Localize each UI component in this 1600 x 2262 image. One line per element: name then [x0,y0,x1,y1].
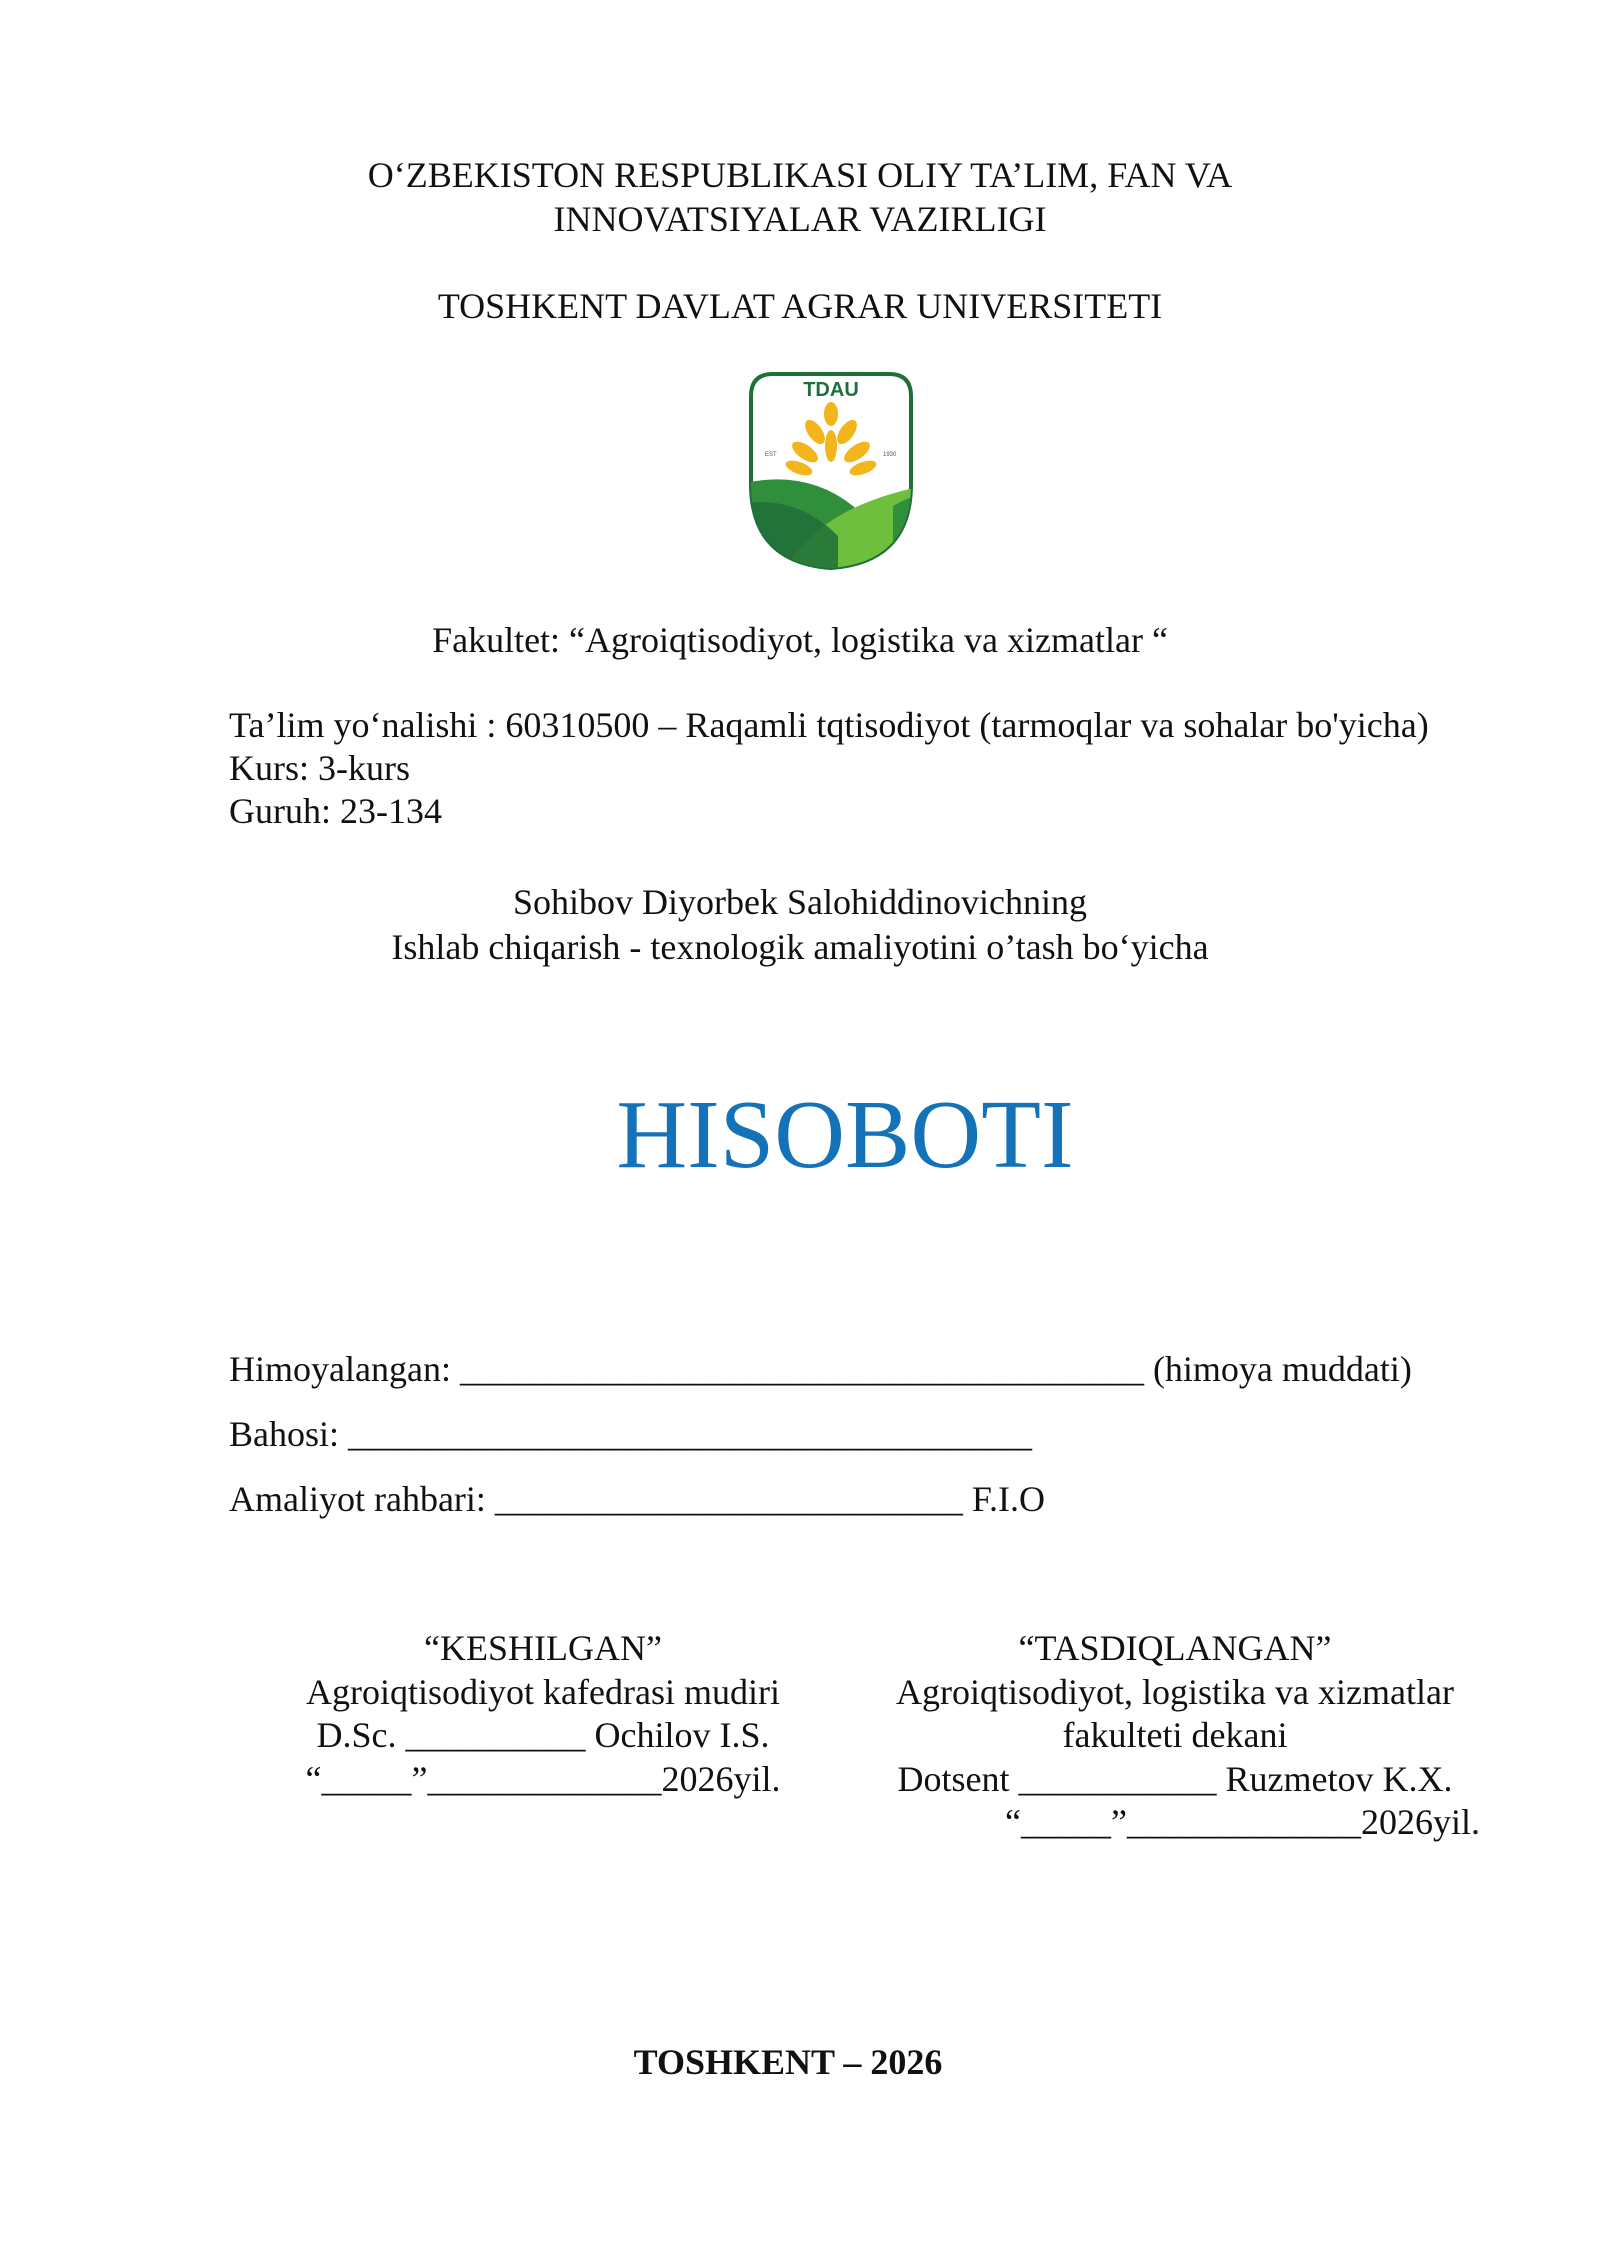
approval-left-heading: “KESHILGAN” [424,1628,662,1668]
faculty-line: Fakultet: “Agroiqtisodiyot, logistika va xizmatlar “ [432,620,1168,660]
study-direction: Ta’lim yo‘nalishi : 60310500 – Raqamli tqtisodiyot (tarmoqlar va sohalar bo'yicha) [229,705,1429,745]
place-and-year: TOSHKENT – 2026 [633,2042,943,2082]
logo-text: TDAU [803,379,859,401]
university-logo [743,366,919,574]
student-name: Sohibov Diyorbek Salohiddinovichning [513,882,1087,922]
logo-est-left: EST [765,452,777,458]
defended-field: Himoyalangan: ______________________________________ (himoya muddati) [229,1349,1412,1389]
ministry-line-1: O‘ZBEKISTON RESPUBLIKASI OLIY TA’LIM, FAN VA [367,155,1233,195]
supervisor-field: Amaliyot rahbari: __________________________ F.I.O [229,1479,1046,1519]
approval-left-line-1: Agroiqtisodiyot kafedrasi mudiri [306,1671,780,1712]
logo-est-right: 1930 [883,452,897,458]
ministry-line-2: INNOVATSIYALAR VAZIRLIGI [553,199,1047,239]
course: Kurs: 3-kurs [229,748,410,788]
approval-left [283,1627,803,1801]
approval-left-line-3: “_____”_____________2026yil. [305,1758,781,1799]
practice-description: Ishlab chiqarish - texnologik amaliyotini o’tash bo‘yicha [391,927,1209,967]
approval-right [870,1627,1480,1845]
university-name: TOSHKENT DAVLAT AGRAR UNIVERSITETI [437,286,1163,326]
grade-field: Bahosi: ______________________________________ [229,1414,1033,1454]
approval-right-line-2: fakulteti dekani [1062,1715,1288,1755]
approval-right-line-3: Dotsent ___________ Ruzmetov K.X. [897,1758,1453,1799]
approval-right-line-1: Agroiqtisodiyot, logistika va xizmatlar [896,1671,1454,1712]
report-title: HISOBOTI [616,1081,1074,1189]
group: Guruh: 23-134 [229,791,442,831]
approval-right-heading: “TASDIQLANGAN” [1018,1628,1332,1668]
approval-left-line-2: D.Sc. __________ Ochilov I.S. [316,1715,770,1755]
approval-right-line-4: “_____”_____________2026yil. [1005,1802,1480,1842]
